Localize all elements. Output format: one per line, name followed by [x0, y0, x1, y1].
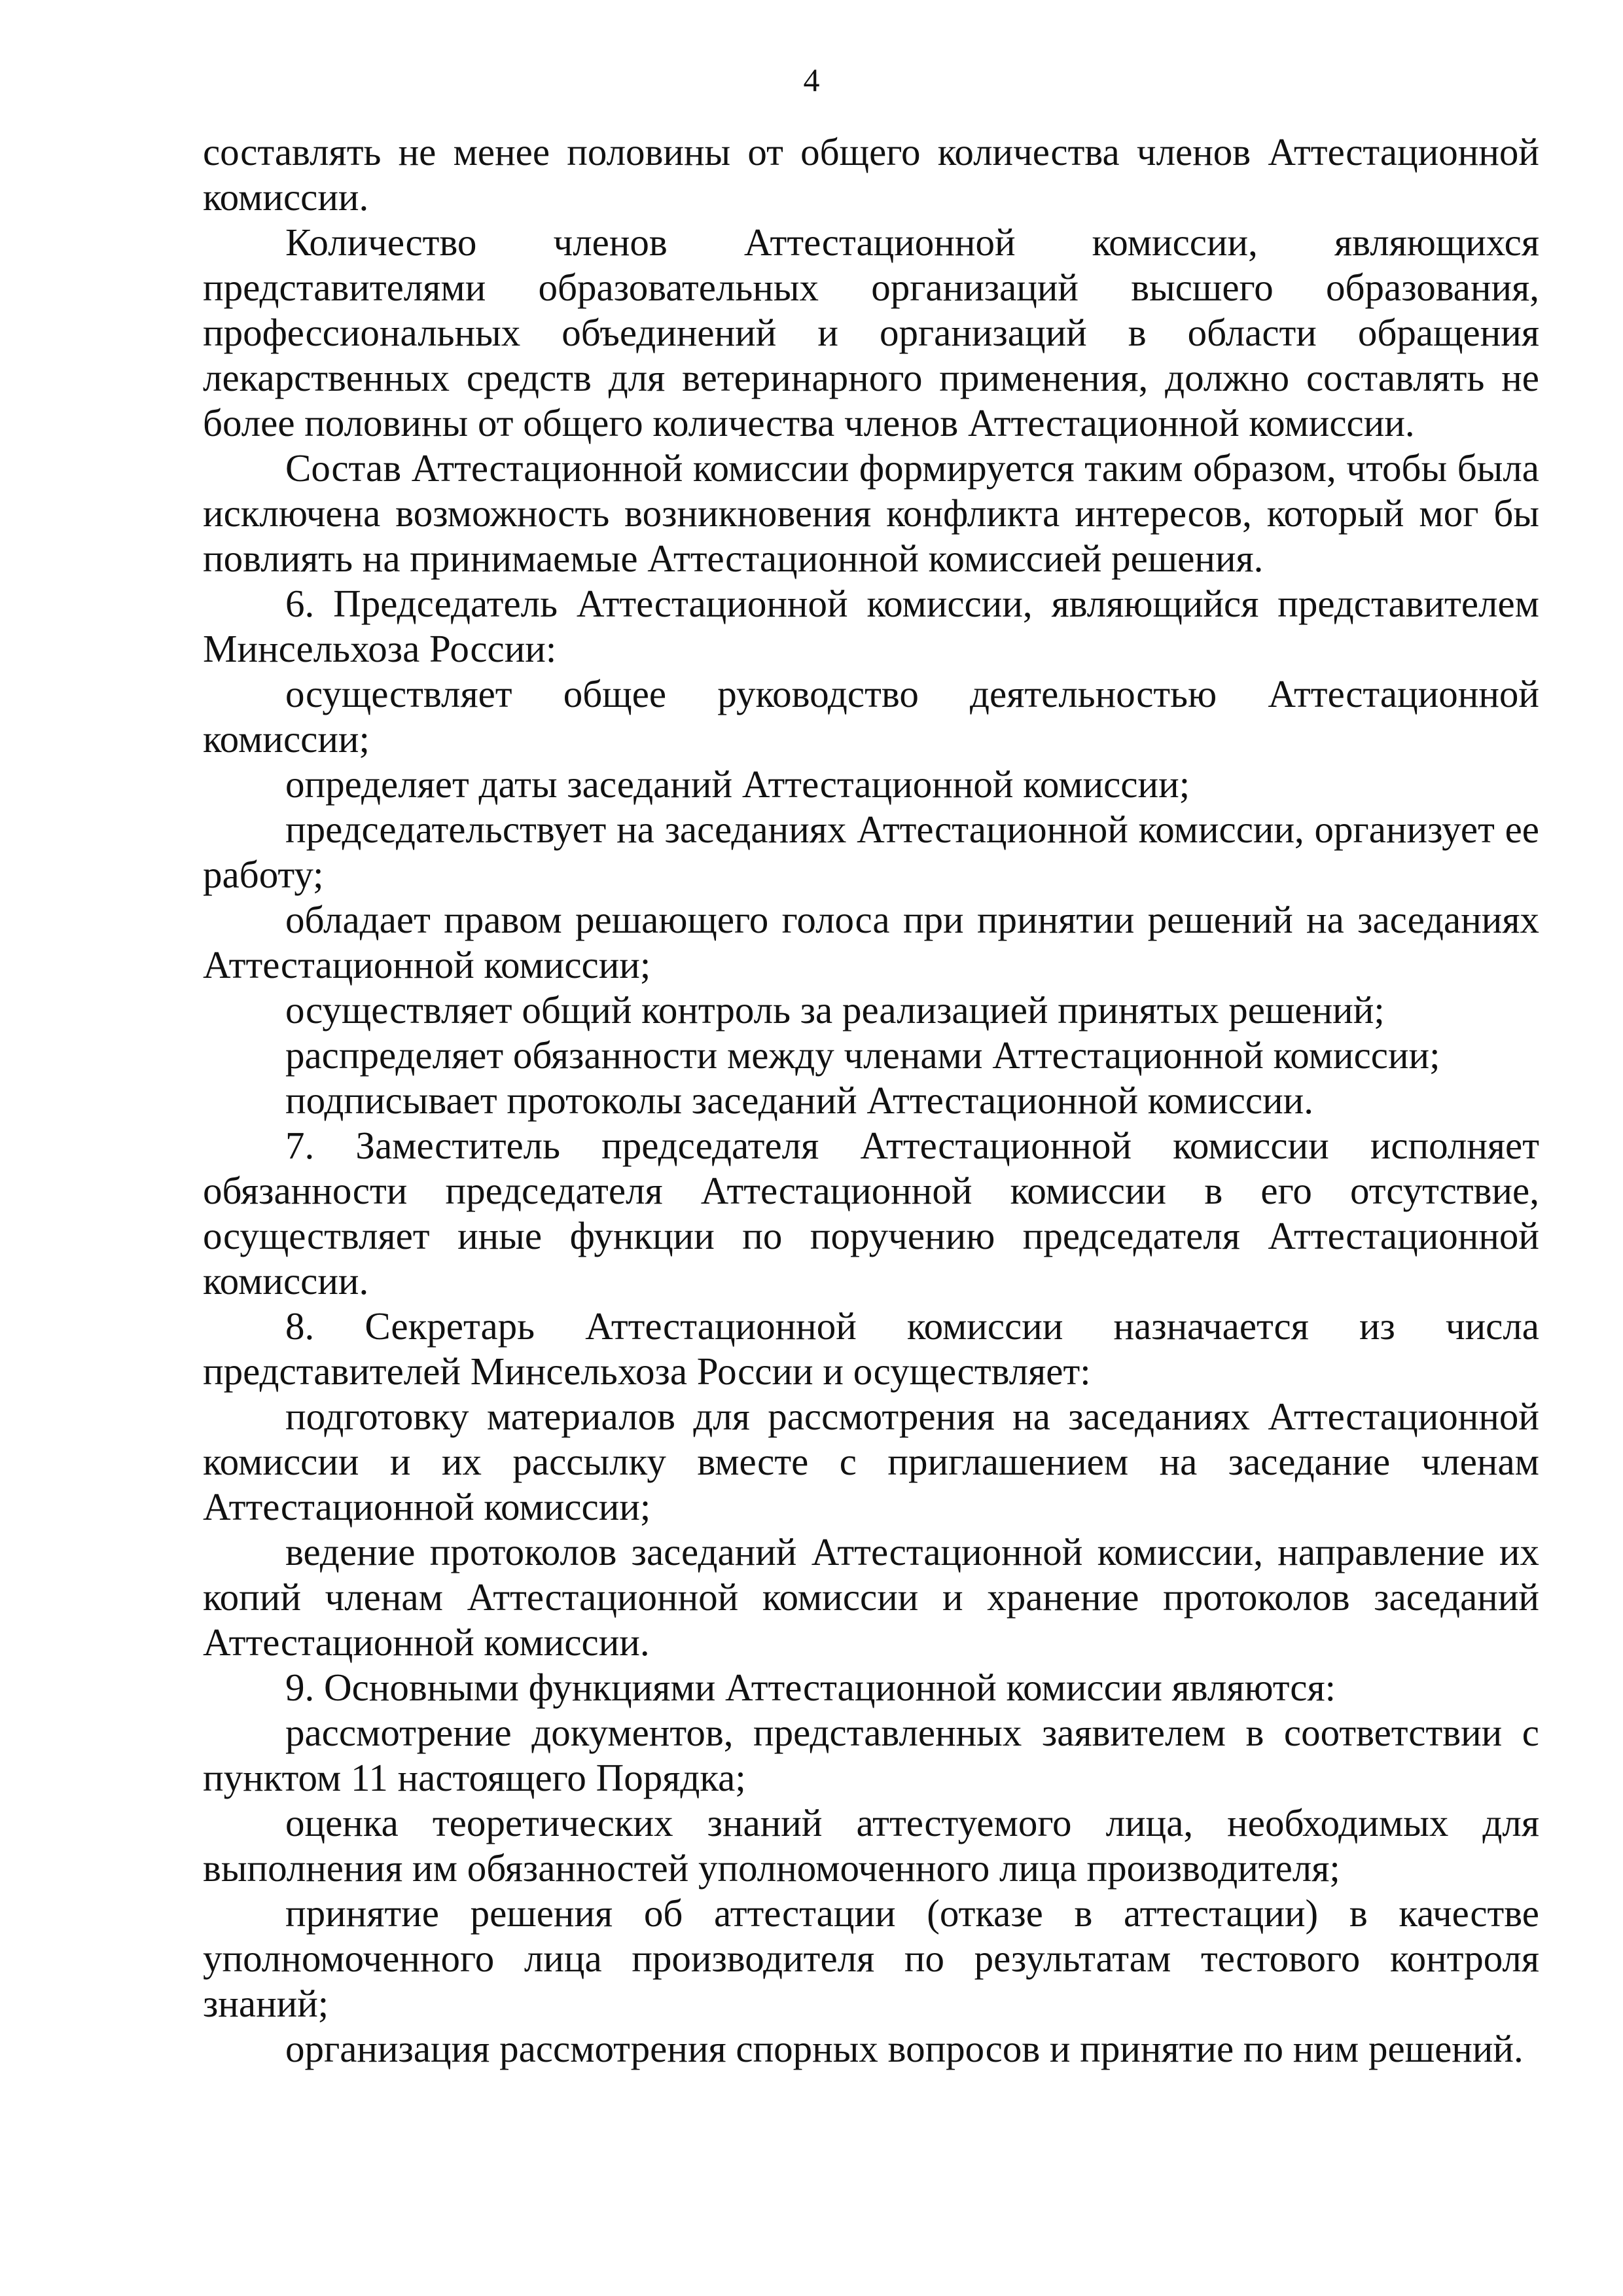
- clause-7-deputy-chairman: 7. Заместитель председателя Аттестационной комиссии исполняет обязанности председателя Аттестационной комиссии в его отсутствие, осуществляет иные функции по поручению председателя Аттестационной комиссии.: [203, 1124, 1539, 1302]
- clause-6-chairman: 6. Председатель Аттестационной комиссии, являющийся представителем Минсельхоза России:: [203, 582, 1539, 670]
- paragraph-members-composition: Количество членов Аттестационной комиссии, являющихся представителями образовательных организаций высшего образования, профессиональных объединений и организаций в области обращения лекарственных средств для ветеринарного применения, должно составлять не более половины от общего количества членов Аттестационной комиссии.: [203, 221, 1539, 444]
- function-document-review: рассмотрение документов, представленных заявителем в соответствии с пунктом 11 настоящего Порядка;: [203, 1711, 1539, 1799]
- chairman-duty-meeting-dates: определяет даты заседаний Аттестационной комиссии;: [285, 762, 1190, 806]
- chairman-duty-control: осуществляет общий контроль за реализацией принятых решений;: [285, 988, 1385, 1031]
- chairman-duty-distribution: распределяет обязанности между членами Аттестационной комиссии;: [285, 1033, 1440, 1077]
- page-number: 4: [803, 62, 820, 98]
- clause-8-secretary: 8. Секретарь Аттестационной комиссии назначается из числа представителей Минсельхоза России и осуществляет:: [203, 1304, 1539, 1393]
- chairman-duty-casting-vote: обладает правом решающего голоса при принятии решений на заседаниях Аттестационной комиссии;: [203, 898, 1539, 986]
- function-knowledge-assessment: оценка теоретических знаний аттестуемого лица, необходимых для выполнения им обязанностей уполномоченного лица производителя;: [203, 1801, 1539, 1890]
- document-body: [203, 130, 1539, 2072]
- paragraph-conflict-of-interest: Состав Аттестационной комиссии формируется таким образом, чтобы была исключена возможность возникновения конфликта интересов, который мог бы повлиять на принимаемые Аттестационной комиссией решения.: [203, 446, 1539, 580]
- chairman-duty-general-management: осуществляет общее руководство деятельностью Аттестационной комиссии;: [203, 672, 1539, 761]
- function-disputes: организация рассмотрения спорных вопросов и принятие по ним решений.: [285, 2027, 1524, 2070]
- function-attestation-decision: принятие решения об аттестации (отказе в аттестации) в качестве уполномоченного лица производителя по результатам тестового контроля знаний;: [203, 1892, 1539, 2025]
- clause-9-functions: 9. Основными функциями Аттестационной комиссии являются:: [285, 1666, 1336, 1709]
- chairman-duty-presides: председательствует на заседаниях Аттестационной комиссии, организует ее работу;: [203, 808, 1539, 896]
- secretary-duty-materials: подготовку материалов для рассмотрения на заседаниях Аттестационной комиссии и их рассылку вместе с приглашением на заседание членам Аттестационной комиссии;: [203, 1395, 1539, 1528]
- secretary-duty-protocols: ведение протоколов заседаний Аттестационной комиссии, направление их копий членам Аттестационной комиссии и хранение протоколов заседаний Аттестационной комиссии.: [203, 1530, 1539, 1664]
- chairman-duty-signs-protocols: подписывает протоколы заседаний Аттестационной комиссии.: [285, 1079, 1313, 1122]
- paragraph-continuation: составлять не менее половины от общего количества членов Аттестационной комиссии.: [203, 130, 1539, 219]
